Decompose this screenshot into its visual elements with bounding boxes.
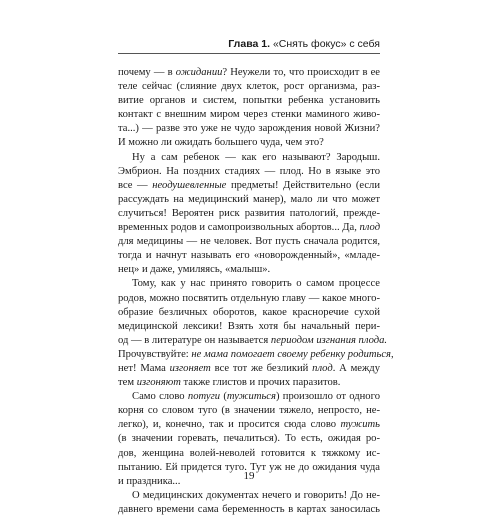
text-line (118, 122, 380, 136)
text-run: родов, можно посвятить отдельную главу — какое много- (118, 292, 380, 304)
text-run: од — в литературе он называется (118, 334, 271, 346)
text-run: все — (118, 179, 153, 191)
text-run: легко), и, конечно, так и просится сюда слово (118, 419, 341, 431)
text-run: предметы! Действительно (если (226, 179, 380, 191)
text-line (118, 277, 380, 291)
text-line (118, 503, 380, 517)
italic-run: ожидании (175, 67, 223, 78)
text-run: дов, женщина волей-неволей готовится к тяжкому ис- (118, 447, 380, 459)
text-line (118, 151, 380, 165)
text-line (118, 376, 380, 390)
running-header (118, 38, 380, 54)
text-line (118, 306, 380, 320)
text-run: Прочувствуйте: (118, 348, 192, 360)
text-run: рассуждать на медицинский манер), мало ли что может (118, 193, 380, 205)
text-run: корня со словом туго (в значении тяжело, непросто, не- (118, 405, 380, 417)
text-line (118, 136, 380, 150)
text-line (118, 94, 380, 108)
text-run: пытанию. Ей придется туго. Тут уж не до ожидания чуда (118, 461, 380, 473)
text-line (118, 292, 380, 306)
italic-run: тужиться (226, 391, 276, 403)
text-run: тем (118, 377, 137, 389)
chapter-number: Глава 1. (228, 38, 271, 50)
italic-run: не мама помогает своему ребенку родиться (191, 348, 391, 360)
text-line (118, 334, 388, 348)
text-line (118, 489, 380, 503)
text-run: случиться! Вероятен риск развития патологий, прежде- (118, 207, 380, 219)
italic-run: тужить (340, 419, 380, 431)
italic-run: плод (312, 362, 333, 374)
text-run: медицинской лексики! Взять хотя бы начальный пери- (118, 320, 380, 332)
text-run: ? Неужели то, что происходит в ее (222, 67, 381, 78)
text-line (118, 207, 380, 221)
text-run: давнего времени сама беременность в картах заносилась (118, 503, 380, 515)
text-line (118, 404, 380, 418)
text-line (118, 390, 380, 404)
italic-run: изгоняет (169, 362, 211, 374)
text-run: . А между (332, 362, 380, 374)
text-run: все тот же безликий (210, 362, 313, 374)
italic-run: неодушевленные (152, 179, 227, 191)
text-run: нец» и даже, умиляясь, «малыш». (118, 264, 271, 276)
italic-run: потуги (187, 391, 221, 403)
text-run: Тому, как у нас принято говорить о самом процессе (132, 278, 380, 290)
text-line (118, 432, 380, 446)
text-line (118, 193, 380, 207)
text-line (118, 362, 380, 376)
text-line (118, 66, 380, 80)
header-rule (118, 53, 380, 54)
text-run: О медицинских документах нечего и говорить! До не- (132, 489, 380, 501)
text-run: витие органов и систем, попытки ребенка установить (118, 95, 380, 107)
text-run: контакт с внешним миром через стенки маминого живо- (118, 109, 380, 121)
text-line (118, 348, 394, 362)
text-run: Само слово (132, 391, 188, 403)
text-run: и праздника... (118, 475, 181, 487)
text-line (118, 418, 380, 432)
text-line (118, 179, 380, 193)
text-run: Эмбрион. На поздних стадиях — плод. Но в языке это (118, 165, 380, 177)
text-run: образие безличных оборотов, какое красноречие сухой (118, 306, 380, 318)
text-run: (в значении горевать, печалиться). То есть, ожидая ро- (118, 433, 380, 445)
text-line (118, 320, 380, 334)
italic-run: изгоняют (136, 377, 181, 389)
italic-run: плод (359, 222, 381, 234)
text-run: нет! Мама (118, 362, 170, 374)
text-run: теле сейчас (слияние двух клеток, рост организма, раз- (118, 81, 380, 93)
text-line (118, 108, 380, 122)
text-line (118, 80, 380, 94)
text-line (118, 165, 380, 179)
text-run: для медицины — не человек. Вот пусть сначала родится, (118, 236, 380, 248)
text-run: Ну а сам ребенок — как его называют? Зародыш. (132, 151, 380, 163)
text-run: временных родов и самопроизвольных абортов... Да, (118, 222, 360, 234)
text-run: тогда и начнут называть его «новорожденный», «младе- (118, 250, 380, 262)
page-number: 19 (243, 470, 255, 482)
text-run: , (390, 348, 394, 360)
text-line (118, 221, 380, 235)
body-text (118, 66, 394, 517)
text-line (118, 249, 380, 263)
text-run: та...) — разве это уже не чудо зарождения новой Жизни? (118, 123, 380, 135)
text-line (118, 263, 380, 277)
text-run: ( (220, 391, 227, 403)
chapter-title: «Снять фокус» с себя (272, 38, 380, 50)
text-run: также глистов и прочих паразитов. (180, 377, 341, 389)
text-line (118, 447, 380, 461)
text-run: И можно ли ожидать большего чуда, чем это? (118, 137, 324, 149)
italic-run: периодом изгнания плода. (270, 334, 388, 346)
text-line (118, 235, 380, 249)
text-run: почему — в (118, 67, 176, 78)
text-run: ) произошло от одного (275, 391, 380, 403)
